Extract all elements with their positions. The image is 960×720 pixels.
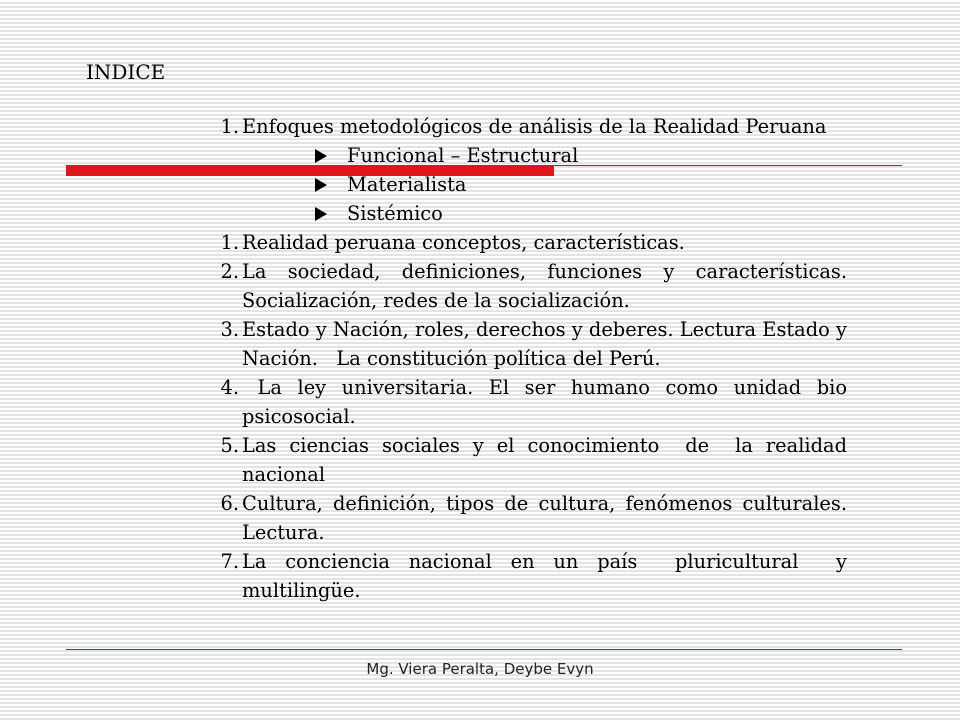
list-item [197,315,847,373]
arrow-bullet-icon [315,207,327,221]
item-text: Estado y Nación, roles, derechos y deberes. Lectura Estado y Nación. La constitución política del Perú. [242,318,847,370]
list-item [197,489,847,547]
item-number: 3. [220,318,239,341]
sub-list-item [197,199,847,228]
item-text: Realidad peruana conceptos, características. [242,231,685,254]
item-number: 1. [220,231,239,254]
sub-item-text: Sistémico [347,202,443,225]
list-item [197,257,847,315]
item-number: 4. [220,376,239,399]
sub-list-item [197,170,847,199]
list-item [197,112,847,141]
list-item [197,431,847,489]
item-text: Cultura, definición, tipos de cultura, fenómenos culturales. Lectura. [242,492,847,544]
sub-item-text: Materialista [347,173,467,196]
item-number: 2. [220,260,239,283]
item-number: 5. [220,434,239,457]
sub-list-item [197,141,847,170]
list-item [197,547,847,605]
item-text: La ley universitaria. El ser humano como unidad bio psicosocial. [242,376,847,428]
page-title: INDICE [86,60,166,84]
sub-item-text: Funcional – Estructural [347,144,579,167]
item-number: 7. [220,550,239,573]
item-number: 6. [220,492,239,515]
arrow-bullet-icon [315,178,327,192]
list-item [197,373,847,431]
footer-author: Mg. Viera Peralta, Deybe Evyn [366,660,594,678]
list-item [197,228,847,257]
arrow-bullet-icon [315,149,327,163]
item-number: 1. [220,115,239,138]
index-list [197,112,847,605]
item-text: La conciencia nacional en un país pluricultural y multilingüe. [242,550,847,602]
item-text: Las ciencias sociales y el conocimiento de la realidad nacional [242,434,847,486]
bottom-divider [66,649,902,650]
item-text: La sociedad, definiciones, funciones y características. Socialización, redes de la socialización. [242,260,847,312]
item-text: Enfoques metodológicos de análisis de la Realidad Peruana [242,115,827,138]
